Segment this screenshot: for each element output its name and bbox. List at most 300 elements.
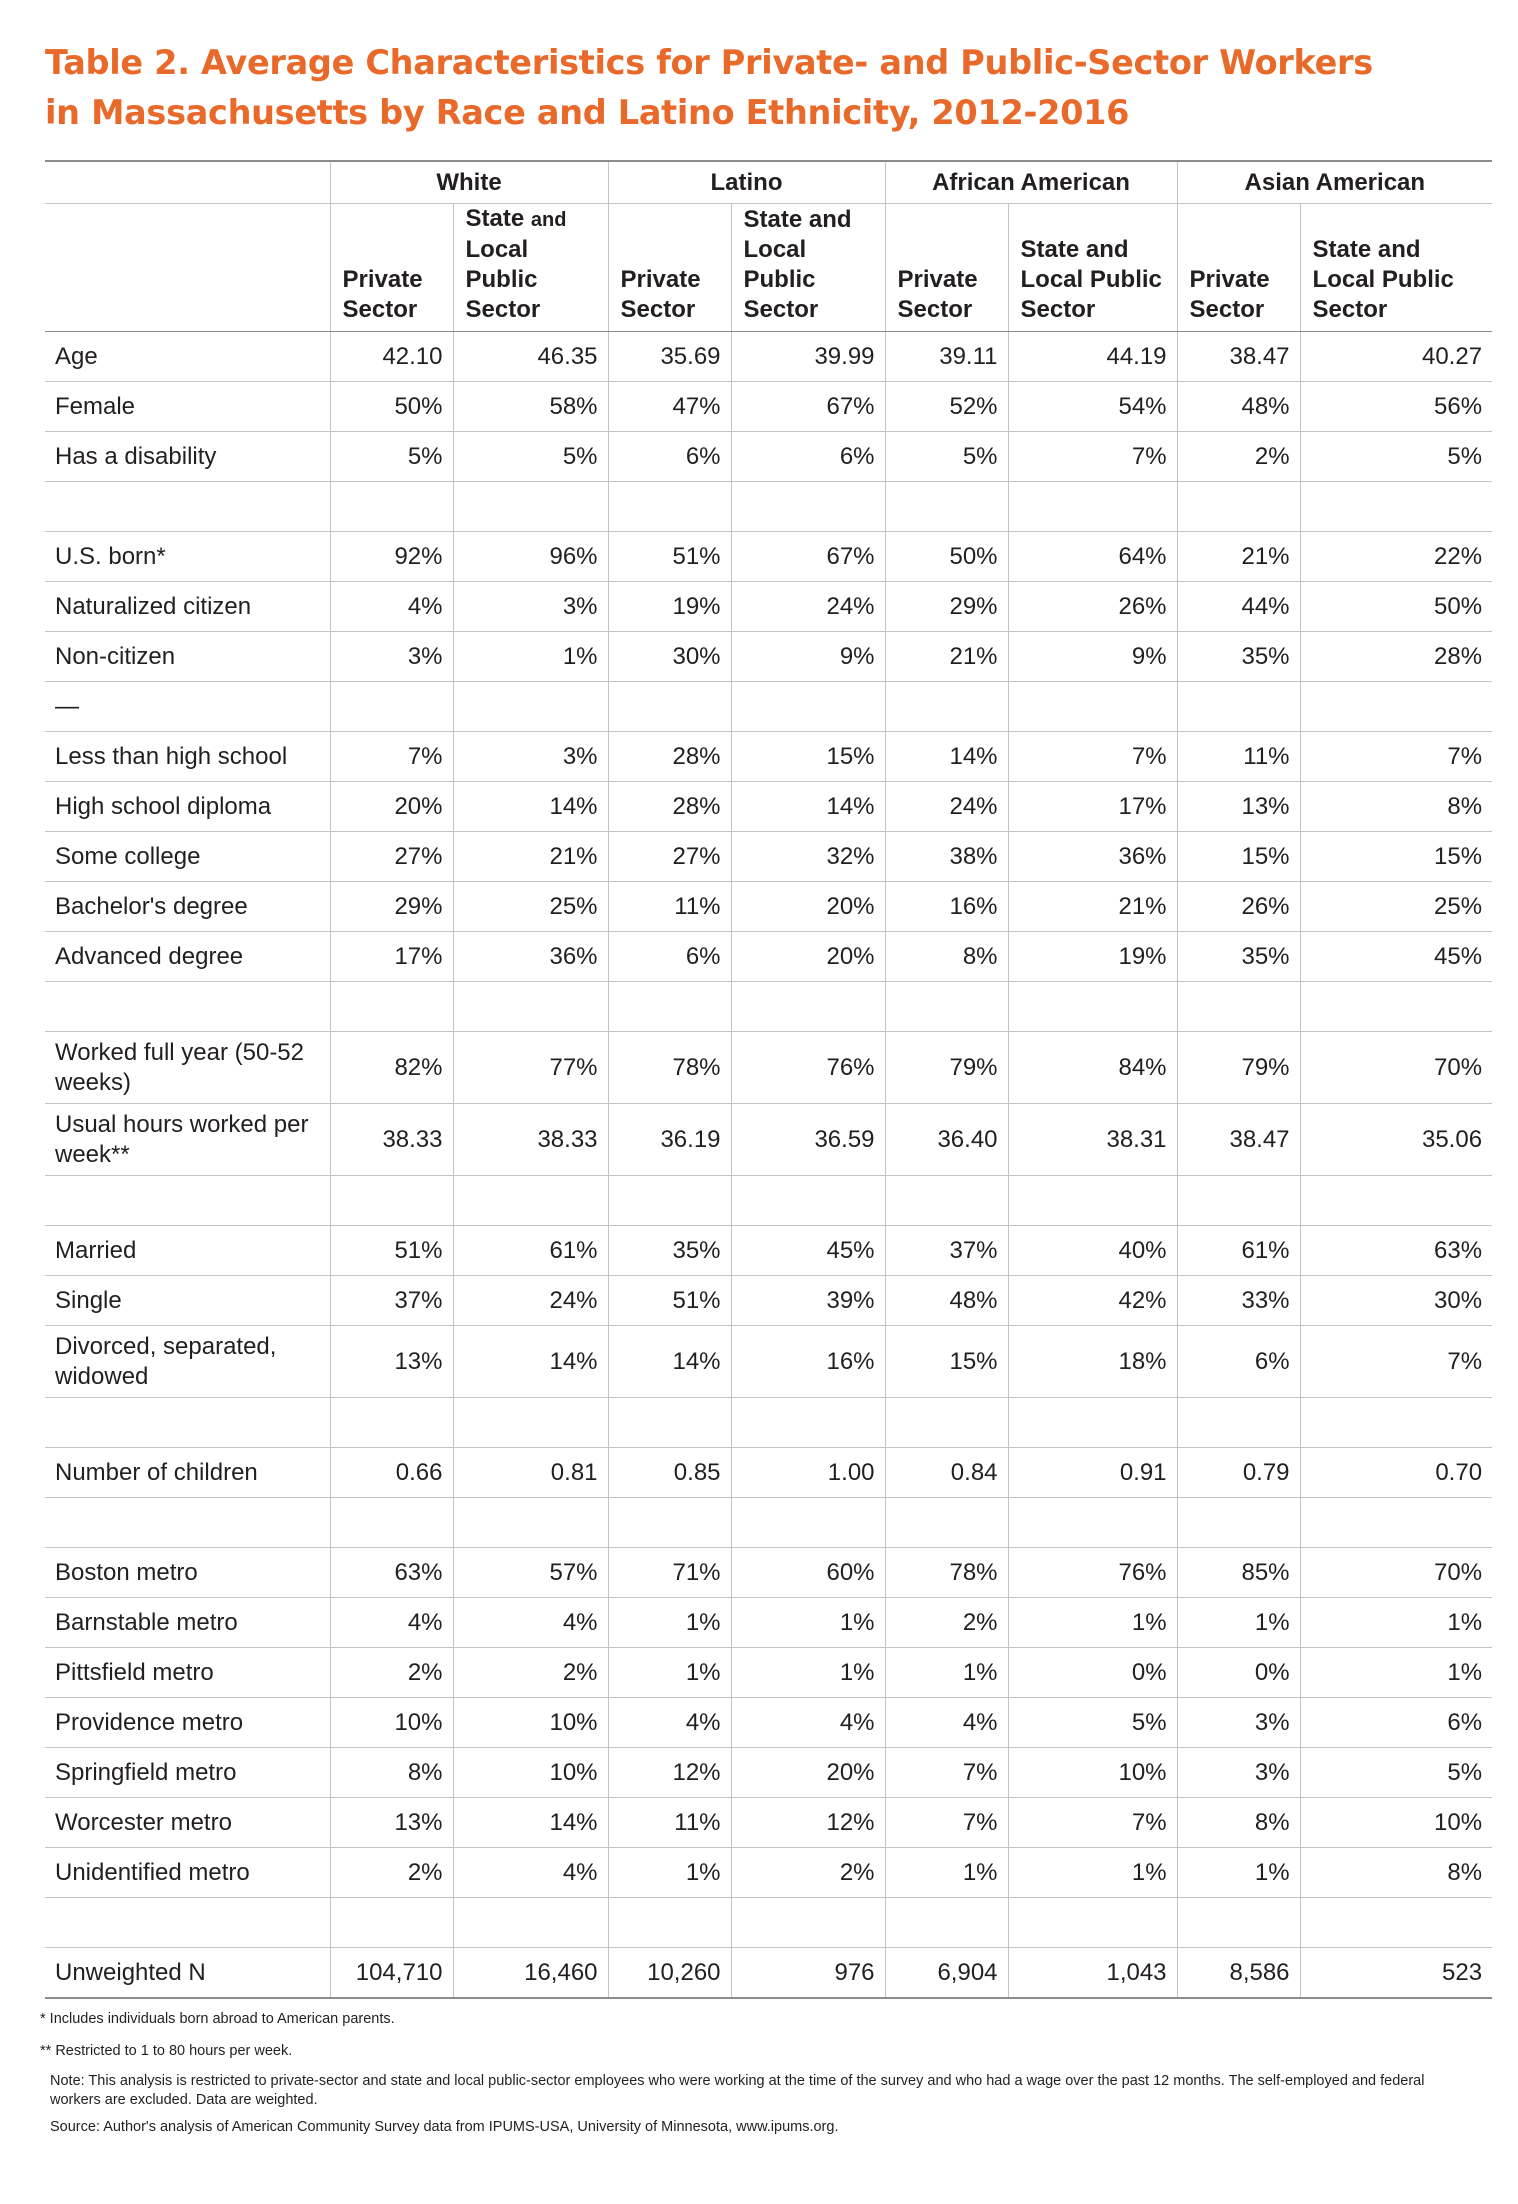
table-cell: 35.69 xyxy=(608,332,731,382)
table-cell xyxy=(885,1176,1008,1226)
table-cell: 15% xyxy=(885,1326,1008,1398)
table-cell xyxy=(453,682,608,732)
table-cell xyxy=(1300,1398,1492,1448)
table-cell: 14% xyxy=(453,782,608,832)
table-cell xyxy=(1008,1398,1177,1448)
table-cell xyxy=(1008,1498,1177,1548)
table-cell: 6% xyxy=(608,432,731,482)
table-cell: 57% xyxy=(453,1548,608,1598)
table-cell: 7% xyxy=(1300,732,1492,782)
row-label: Non-citizen xyxy=(45,632,330,682)
table-cell: 21% xyxy=(453,832,608,882)
table-cell: 85% xyxy=(1177,1548,1300,1598)
table-cell: 13% xyxy=(1177,782,1300,832)
table-cell: 12% xyxy=(608,1748,731,1798)
table-cell: 8% xyxy=(330,1748,453,1798)
table-cell xyxy=(1300,482,1492,532)
table-cell: 16% xyxy=(731,1326,885,1398)
table-cell xyxy=(1008,982,1177,1032)
table-cell: 17% xyxy=(1008,782,1177,832)
table-cell: 1% xyxy=(885,1648,1008,1698)
table-cell: 24% xyxy=(885,782,1008,832)
table-cell: 25% xyxy=(1300,882,1492,932)
table-cell xyxy=(731,1176,885,1226)
table-cell: 35.06 xyxy=(1300,1104,1492,1176)
table-cell xyxy=(608,1398,731,1448)
table-row xyxy=(45,1598,1492,1648)
table-cell xyxy=(608,682,731,732)
table-cell: 1% xyxy=(608,1648,731,1698)
table-cell xyxy=(1008,1176,1177,1226)
table-cell: 26% xyxy=(1008,582,1177,632)
table-cell: 92% xyxy=(330,532,453,582)
table-row xyxy=(45,1648,1492,1698)
col-header-public: State and Local Public Sector xyxy=(453,204,608,332)
table-cell xyxy=(885,982,1008,1032)
table-cell: 0.84 xyxy=(885,1448,1008,1498)
row-label: Boston metro xyxy=(45,1548,330,1598)
table-cell xyxy=(731,1898,885,1948)
group-header-african-american: African American xyxy=(885,161,1177,204)
sector-header-row xyxy=(45,204,1492,332)
table-cell: 0.66 xyxy=(330,1448,453,1498)
table-cell xyxy=(1008,482,1177,532)
table-cell: 11% xyxy=(1177,732,1300,782)
table-cell: 5% xyxy=(1008,1698,1177,1748)
table-cell: 76% xyxy=(731,1032,885,1104)
table-cell: 7% xyxy=(1008,1798,1177,1848)
table-cell: 44% xyxy=(1177,582,1300,632)
table-cell: 52% xyxy=(885,382,1008,432)
table-cell: 19% xyxy=(1008,932,1177,982)
table-row xyxy=(45,1748,1492,1798)
col-header-private: Private Sector xyxy=(608,204,731,332)
table-cell: 1% xyxy=(1177,1598,1300,1648)
table-cell: 18% xyxy=(1008,1326,1177,1398)
table-cell: 25% xyxy=(453,882,608,932)
table-cell: 1% xyxy=(608,1598,731,1648)
table-row xyxy=(45,1326,1492,1398)
table-cell: 21% xyxy=(1177,532,1300,582)
table-cell: 28% xyxy=(608,782,731,832)
table-cell: 7% xyxy=(885,1748,1008,1798)
table-cell: 36.40 xyxy=(885,1104,1008,1176)
table-cell: 39.99 xyxy=(731,332,885,382)
table-row xyxy=(45,1848,1492,1898)
row-label: Number of children xyxy=(45,1448,330,1498)
table-cell: 104,710 xyxy=(330,1948,453,1999)
table-cell: 48% xyxy=(1177,382,1300,432)
table-cell: 38.47 xyxy=(1177,1104,1300,1176)
table-cell: 5% xyxy=(453,432,608,482)
row-label: Less than high school xyxy=(45,732,330,782)
table-cell xyxy=(1177,1398,1300,1448)
table-cell: 38.33 xyxy=(330,1104,453,1176)
table-row xyxy=(45,882,1492,932)
table-cell: 3% xyxy=(1177,1748,1300,1798)
table-cell xyxy=(453,1176,608,1226)
col-header-private: Private Sector xyxy=(885,204,1008,332)
table-cell xyxy=(885,482,1008,532)
table-cell: 10% xyxy=(330,1698,453,1748)
table-cell: 67% xyxy=(731,532,885,582)
table-cell: 11% xyxy=(608,882,731,932)
row-label: Has a disability xyxy=(45,432,330,482)
table-cell: 76% xyxy=(1008,1548,1177,1598)
table-cell xyxy=(1300,982,1492,1032)
table-cell: 1% xyxy=(1300,1648,1492,1698)
table-row xyxy=(45,1176,1492,1226)
col-header-public: State and Local Public Sector xyxy=(731,204,885,332)
table-row xyxy=(45,1448,1492,1498)
table-cell: 14% xyxy=(731,782,885,832)
table-cell: 58% xyxy=(453,382,608,432)
table-cell xyxy=(330,682,453,732)
row-label xyxy=(45,982,330,1032)
table-cell xyxy=(1177,1498,1300,1548)
table-cell: 50% xyxy=(330,382,453,432)
table-cell: 2% xyxy=(330,1848,453,1898)
row-label xyxy=(45,482,330,532)
table-cell: 26% xyxy=(1177,882,1300,932)
table-cell xyxy=(453,1498,608,1548)
table-cell xyxy=(1177,1176,1300,1226)
table-cell: 1% xyxy=(1300,1598,1492,1648)
table-cell: 3% xyxy=(453,732,608,782)
table-cell: 29% xyxy=(885,582,1008,632)
table-cell: 79% xyxy=(1177,1032,1300,1104)
table-row xyxy=(45,1104,1492,1176)
table-cell: 38.47 xyxy=(1177,332,1300,382)
table-cell: 9% xyxy=(731,632,885,682)
table-cell: 46.35 xyxy=(453,332,608,382)
table-cell: 7% xyxy=(330,732,453,782)
table-cell: 11% xyxy=(608,1798,731,1848)
table-cell xyxy=(1177,1898,1300,1948)
table-cell: 13% xyxy=(330,1326,453,1398)
row-label: Providence metro xyxy=(45,1698,330,1748)
row-label: Advanced degree xyxy=(45,932,330,982)
table-cell: 15% xyxy=(1300,832,1492,882)
table-cell: 40.27 xyxy=(1300,332,1492,382)
table-cell: 39.11 xyxy=(885,332,1008,382)
title-line-2: in Massachusetts by Race and Latino Ethnicity, 2012-2016 xyxy=(45,93,1130,132)
table-cell: 48% xyxy=(885,1276,1008,1326)
table-cell: 21% xyxy=(1008,882,1177,932)
row-label: Barnstable metro xyxy=(45,1598,330,1648)
table-cell xyxy=(608,1176,731,1226)
table-cell: 56% xyxy=(1300,382,1492,432)
table-cell: 29% xyxy=(330,882,453,932)
table-cell xyxy=(731,482,885,532)
table-cell: 82% xyxy=(330,1032,453,1104)
table-cell: 2% xyxy=(885,1598,1008,1648)
row-label xyxy=(45,1898,330,1948)
table-cell xyxy=(1300,682,1492,732)
col-header-public: State and Local Public Sector xyxy=(1300,204,1492,332)
table-cell xyxy=(1008,1898,1177,1948)
table-row xyxy=(45,1798,1492,1848)
table-cell: 14% xyxy=(453,1326,608,1398)
table-cell: 79% xyxy=(885,1032,1008,1104)
table-cell xyxy=(1300,1498,1492,1548)
row-label xyxy=(45,1176,330,1226)
table-cell: 67% xyxy=(731,382,885,432)
table-cell: 5% xyxy=(1300,1748,1492,1798)
table-cell: 17% xyxy=(330,932,453,982)
table-cell: 37% xyxy=(330,1276,453,1326)
table-cell: 4% xyxy=(608,1698,731,1748)
table-row xyxy=(45,1226,1492,1276)
table-cell xyxy=(885,1398,1008,1448)
table-cell: 84% xyxy=(1008,1032,1177,1104)
table-cell: 35% xyxy=(1177,632,1300,682)
table-cell: 976 xyxy=(731,1948,885,1999)
table-cell: 27% xyxy=(330,832,453,882)
table-cell: 4% xyxy=(330,1598,453,1648)
table-cell: 39% xyxy=(731,1276,885,1326)
table-cell: 24% xyxy=(731,582,885,632)
table-cell: 5% xyxy=(330,432,453,482)
table-cell: 14% xyxy=(885,732,1008,782)
table-cell: 36.19 xyxy=(608,1104,731,1176)
table-cell: 36.59 xyxy=(731,1104,885,1176)
table-cell: 38% xyxy=(885,832,1008,882)
table-cell xyxy=(330,1176,453,1226)
table-row xyxy=(45,332,1492,382)
table-cell: 1% xyxy=(731,1648,885,1698)
table-cell: 8% xyxy=(1177,1798,1300,1848)
table-cell: 13% xyxy=(330,1798,453,1848)
table-cell: 45% xyxy=(1300,932,1492,982)
table-cell: 1% xyxy=(731,1598,885,1648)
row-label: Married xyxy=(45,1226,330,1276)
table-cell: 9% xyxy=(1008,632,1177,682)
table-row xyxy=(45,1698,1492,1748)
table-cell: 2% xyxy=(453,1648,608,1698)
table-cell: 30% xyxy=(1300,1276,1492,1326)
col-header-private: Private Sector xyxy=(1177,204,1300,332)
table-cell: 50% xyxy=(1300,582,1492,632)
group-header-asian-american: Asian American xyxy=(1177,161,1492,204)
title-line-1: Table 2. Average Characteristics for Private- and Public-Sector Workers xyxy=(45,43,1373,82)
table-cell: 4% xyxy=(453,1848,608,1898)
table-cell: 10% xyxy=(453,1698,608,1748)
table-cell xyxy=(453,1398,608,1448)
table-cell: 7% xyxy=(885,1798,1008,1848)
table-cell: 6% xyxy=(608,932,731,982)
table-cell xyxy=(1177,482,1300,532)
table-cell: 77% xyxy=(453,1032,608,1104)
group-header-row xyxy=(45,161,1492,204)
table-cell xyxy=(608,482,731,532)
table-cell: 16,460 xyxy=(453,1948,608,1999)
table-row xyxy=(45,932,1492,982)
table-cell: 0.81 xyxy=(453,1448,608,1498)
table-cell xyxy=(1008,682,1177,732)
table-cell: 35% xyxy=(1177,932,1300,982)
table-cell: 523 xyxy=(1300,1948,1492,1999)
table-cell xyxy=(453,982,608,1032)
table-cell: 7% xyxy=(1008,732,1177,782)
table-cell: 8% xyxy=(1300,782,1492,832)
table-cell: 21% xyxy=(885,632,1008,682)
table-cell: 22% xyxy=(1300,532,1492,582)
table-cell: 6% xyxy=(731,432,885,482)
corner-cell-sub xyxy=(45,204,330,332)
table-row xyxy=(45,682,1492,732)
table-row xyxy=(45,1948,1492,1999)
table-cell: 0.85 xyxy=(608,1448,731,1498)
table-cell: 27% xyxy=(608,832,731,882)
table-cell: 1% xyxy=(1008,1598,1177,1648)
table-cell: 51% xyxy=(608,532,731,582)
table-row xyxy=(45,432,1492,482)
col-header-public: State and Local Public Sector xyxy=(1008,204,1177,332)
table-cell: 42.10 xyxy=(330,332,453,382)
table-cell: 60% xyxy=(731,1548,885,1598)
table-cell: 36% xyxy=(1008,832,1177,882)
table-title xyxy=(45,38,1445,138)
table-cell: 7% xyxy=(1300,1326,1492,1398)
group-header-white: White xyxy=(330,161,608,204)
footnote-note: Note: This analysis is restricted to private-sector and state and local public-sector employees who were working at the time of the survey and who had a wage over the past 12 months. The self-employed and federal workers are excluded. Data are weighted. xyxy=(50,2073,1425,2108)
table-cell: 1,043 xyxy=(1008,1948,1177,1999)
table-cell: 2% xyxy=(1177,432,1300,482)
table-cell xyxy=(330,982,453,1032)
footnote-born-abroad: * Includes individuals born abroad to American parents. xyxy=(40,2011,395,2027)
table-cell: 37% xyxy=(885,1226,1008,1276)
table-cell xyxy=(330,1498,453,1548)
table-cell: 8,586 xyxy=(1177,1948,1300,1999)
table-row xyxy=(45,582,1492,632)
table-cell: 78% xyxy=(885,1548,1008,1598)
table-row xyxy=(45,1898,1492,1948)
table-cell: 15% xyxy=(731,732,885,782)
table-cell: 8% xyxy=(885,932,1008,982)
table-cell xyxy=(1300,1176,1492,1226)
table-cell: 51% xyxy=(608,1276,731,1326)
table-cell: 4% xyxy=(453,1598,608,1648)
table-cell: 3% xyxy=(1177,1698,1300,1748)
table-cell: 0.79 xyxy=(1177,1448,1300,1498)
row-label: High school diploma xyxy=(45,782,330,832)
col-header-private: Private Sector xyxy=(330,204,453,332)
table-cell: 1% xyxy=(1008,1848,1177,1898)
table-cell: 71% xyxy=(608,1548,731,1598)
table-cell xyxy=(731,1498,885,1548)
table-cell: 6% xyxy=(1300,1698,1492,1748)
table-cell: 30% xyxy=(608,632,731,682)
table-cell: 2% xyxy=(330,1648,453,1698)
table-row xyxy=(45,382,1492,432)
table-cell: 14% xyxy=(608,1326,731,1398)
table-row xyxy=(45,1548,1492,1598)
row-label: Unweighted N xyxy=(45,1948,330,1999)
table-cell: 10,260 xyxy=(608,1948,731,1999)
table-cell: 5% xyxy=(885,432,1008,482)
table-cell: 42% xyxy=(1008,1276,1177,1326)
table-cell: 54% xyxy=(1008,382,1177,432)
table-cell: 20% xyxy=(731,882,885,932)
row-label: U.S. born* xyxy=(45,532,330,582)
table-cell xyxy=(1300,1898,1492,1948)
table-cell: 5% xyxy=(1300,432,1492,482)
row-label: Worked full year (50-52 weeks) xyxy=(45,1032,330,1104)
table-cell: 51% xyxy=(330,1226,453,1276)
table-cell: 63% xyxy=(1300,1226,1492,1276)
table-cell: 44.19 xyxy=(1008,332,1177,382)
table-cell: 78% xyxy=(608,1032,731,1104)
table-row xyxy=(45,982,1492,1032)
table-cell: 28% xyxy=(1300,632,1492,682)
table-cell: 16% xyxy=(885,882,1008,932)
table-cell: 4% xyxy=(330,582,453,632)
row-label: — xyxy=(45,682,330,732)
table-cell xyxy=(330,482,453,532)
table-cell: 19% xyxy=(608,582,731,632)
row-label: Usual hours worked per week** xyxy=(45,1104,330,1176)
table-row xyxy=(45,532,1492,582)
table-cell: 10% xyxy=(1300,1798,1492,1848)
table-cell: 61% xyxy=(453,1226,608,1276)
table-row xyxy=(45,1276,1492,1326)
table-cell: 0.91 xyxy=(1008,1448,1177,1498)
table-cell: 63% xyxy=(330,1548,453,1598)
table-cell: 24% xyxy=(453,1276,608,1326)
table-cell: 8% xyxy=(1300,1848,1492,1898)
table-cell: 0% xyxy=(1008,1648,1177,1698)
row-label xyxy=(45,1398,330,1448)
table-cell: 20% xyxy=(731,1748,885,1798)
group-header-latino: Latino xyxy=(608,161,885,204)
table-cell: 1% xyxy=(1177,1848,1300,1898)
footnote-source: Source: Author's analysis of American Community Survey data from IPUMS-USA, University of Minnesota, www.ipums.org. xyxy=(50,2119,839,2135)
table-cell: 70% xyxy=(1300,1548,1492,1598)
table-cell: 10% xyxy=(453,1748,608,1798)
table-cell xyxy=(453,1898,608,1948)
table-cell: 1% xyxy=(608,1848,731,1898)
table-cell xyxy=(731,1398,885,1448)
table-cell: 4% xyxy=(885,1698,1008,1748)
row-label: Naturalized citizen xyxy=(45,582,330,632)
table-cell: 33% xyxy=(1177,1276,1300,1326)
table-cell xyxy=(885,1498,1008,1548)
table-cell: 0.70 xyxy=(1300,1448,1492,1498)
row-label: Some college xyxy=(45,832,330,882)
row-label: Springfield metro xyxy=(45,1748,330,1798)
table-cell: 20% xyxy=(731,932,885,982)
table-cell xyxy=(330,1398,453,1448)
table-cell xyxy=(608,1498,731,1548)
row-label xyxy=(45,1498,330,1548)
table-cell: 64% xyxy=(1008,532,1177,582)
table-cell: 1% xyxy=(453,632,608,682)
table-row xyxy=(45,1398,1492,1448)
table-cell: 38.31 xyxy=(1008,1104,1177,1176)
table-cell: 50% xyxy=(885,532,1008,582)
table-row xyxy=(45,1032,1492,1104)
table-cell xyxy=(608,982,731,1032)
table-cell: 0% xyxy=(1177,1648,1300,1698)
row-label: Pittsfield metro xyxy=(45,1648,330,1698)
table-cell xyxy=(731,682,885,732)
table-cell: 61% xyxy=(1177,1226,1300,1276)
table-cell: 6,904 xyxy=(885,1948,1008,1999)
table-cell: 40% xyxy=(1008,1226,1177,1276)
table-cell: 28% xyxy=(608,732,731,782)
table-body xyxy=(45,332,1492,1999)
